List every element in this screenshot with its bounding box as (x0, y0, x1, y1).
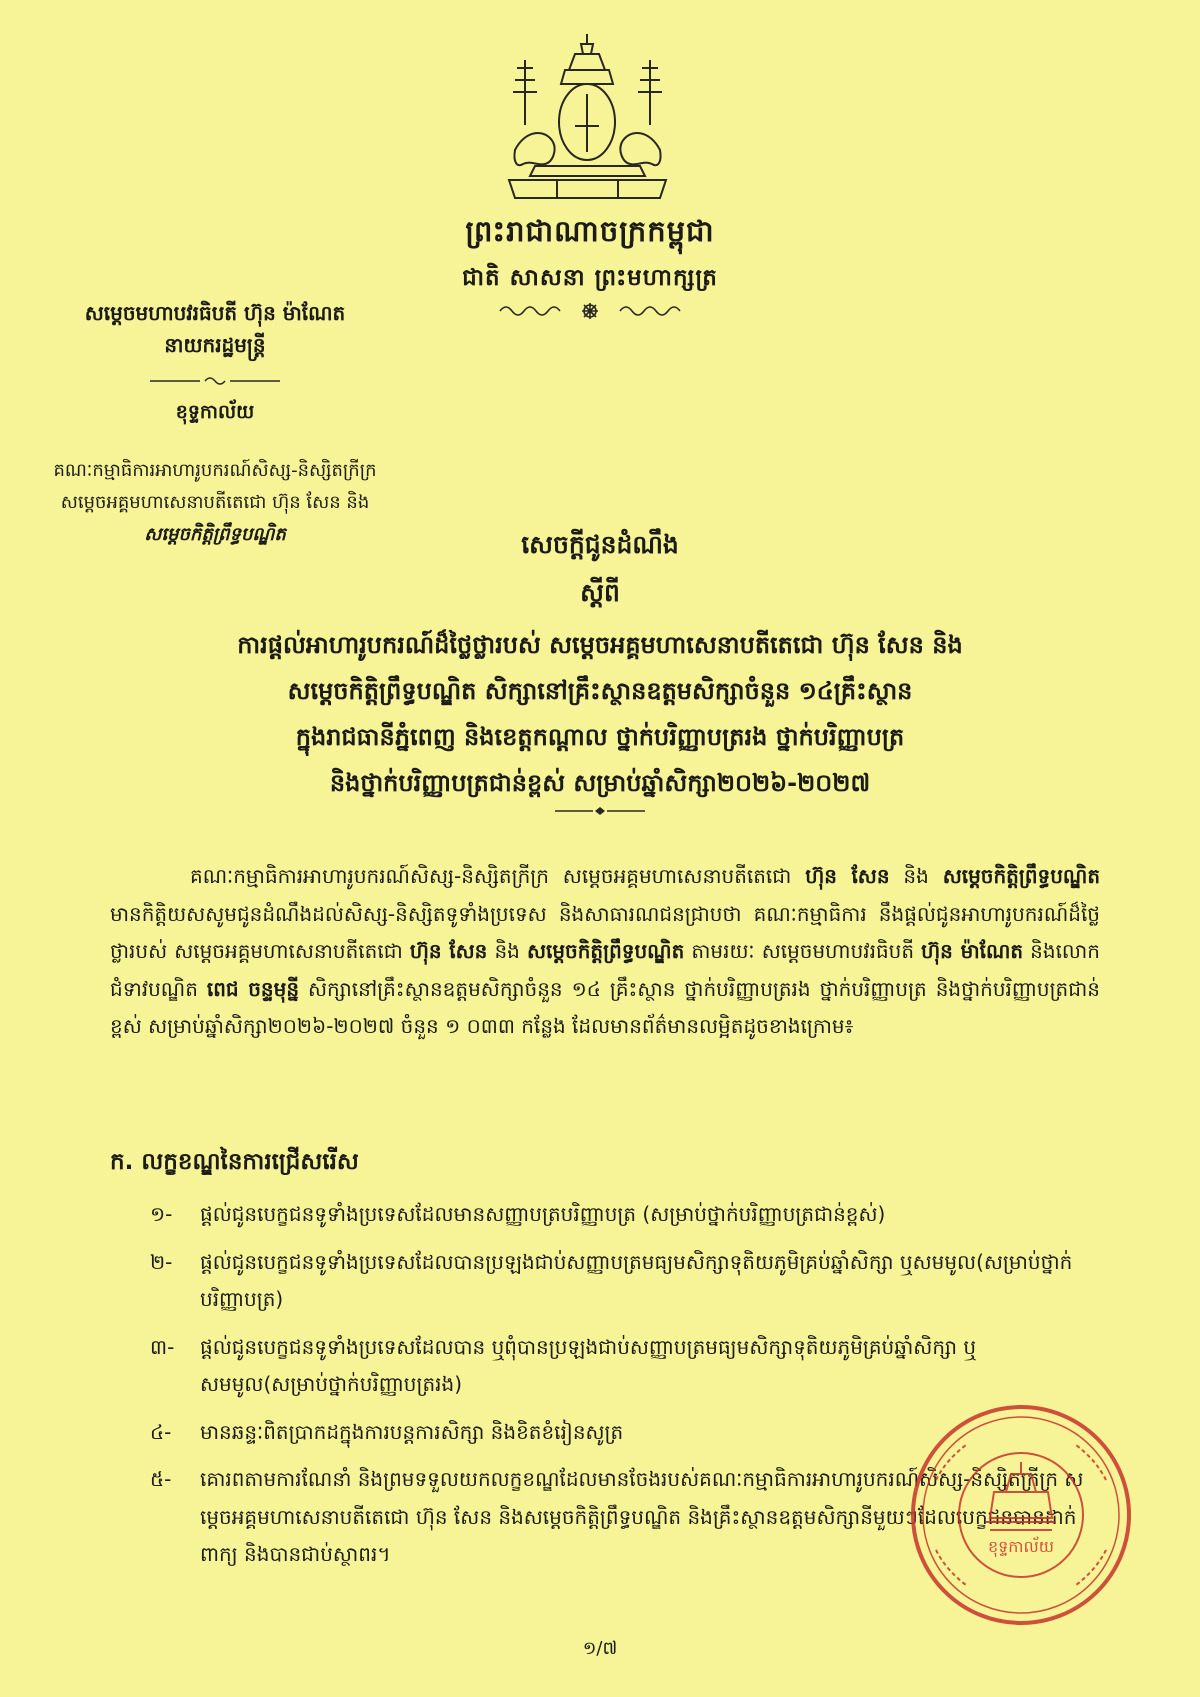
list-item (150, 1244, 1100, 1319)
subject-line: ការផ្តល់អាហារូបករណ៍ដ៏ថ្លៃថ្លារបស់ សម្តេចអគ្គមហាសេនាបតីតេជោ ហ៊ុន សែន និង (237, 631, 963, 659)
kingdom-title: ព្រះរាជាណាចក្រកម្ពុជា (465, 214, 715, 248)
notice-title: សេចក្តីជូនដំណឹង (521, 530, 679, 559)
list-item-number: ១- (150, 1202, 173, 1226)
list-item-text: ផ្តល់ជូនបេក្ខជនទូទាំងប្រទេសដែលបាន ឬពុំបានប្រឡងជាប់សញ្ញាបត្រមធ្យមសិក្សាទុតិយភូមិគ្រប់ឆ្នាំសិក្សា ឬសមមូល(សម្រាប់ថ្នាក់បរិញ្ញាបត្ររង) (200, 1334, 977, 1396)
sender-pm-role: នាយករដ្ឋមន្ត្រី (164, 333, 266, 357)
body-text-segment: និងលោកជំទាវបណ្ឌិត (110, 939, 1100, 1001)
body-text-segment: និង (903, 864, 929, 888)
committee-name: គណៈកម្មាធិការអាហារូបករណ៍សិស្ស-និស្សិតក្រីក្រ (53, 460, 377, 481)
decorative-ornament-icon (490, 300, 690, 322)
list-item-text: ផ្តល់ជូនបេក្ខជនទូទាំងប្រទេសដែលមានសញ្ញាបត្របរិញ្ញាបត្រ (សម្រាប់ថ្នាក់បរិញ្ញាបត្រជាន់ខ្ពស់) (200, 1202, 886, 1226)
criteria-heading: ក. លក្ខខណ្ឌនៃការជ្រើសរើស (110, 1149, 359, 1175)
sender-cabinet: ខុទ្ទកាល័យ (175, 401, 255, 423)
subject-line: និងថ្នាក់បរិញ្ញាបត្រជាន់ខ្ពស់ សម្រាប់ឆ្នាំសិក្សា២០២៦-២០២៧ (329, 769, 871, 797)
page-number: ១/៧ (582, 1638, 618, 1659)
committee-name-line3: សម្តេចកិត្តិព្រឹទ្ធបណ្ឌិត (144, 524, 286, 545)
committee-name-line2: សម្តេចអគ្គមហាសេនាបតីតេជោ ហ៊ុន សែន និង (60, 492, 370, 513)
seal-text: ខុទ្ទកាល័យ (987, 1537, 1055, 1556)
list-item (150, 1329, 1100, 1404)
body-text-bold: ហ៊ុន ម៉ាណែត (921, 939, 1024, 963)
list-item (150, 1196, 1100, 1234)
body-paragraph (110, 858, 1100, 1046)
sender-pm-title: សម្តេចមហាបវរធិបតី ហ៊ុន ម៉ាណែត (84, 301, 346, 325)
subject-line: សម្តេចកិត្តិព្រឹទ្ធបណ្ឌិត សិក្សានៅគ្រឹះស្ថានឧត្តមសិក្សាចំនួន ១៤គ្រឹះស្ថាន (287, 677, 913, 705)
royal-emblem-icon (495, 30, 680, 205)
list-item-text: គោរពតាមការណែនាំ និងព្រមទទួលយកលក្ខខណ្ឌដែលមានចែងរបស់គណៈកម្មាធិការអាហារូបករណ៍សិស្ស-និស្សិតក្រីក្រ សម្តេចអគ្គមហាសេនាបតីតេជោ ហ៊ុន សែន និងសម្តេចកិត្តិព្រឹទ្ធបណ្ឌិត និងគ្រឹះស្ថានឧត្តមសិក្សានីមួយៗដែលបេក្ខជនបានដាក់ពាក្យ និងបានជាប់ស្ថាពរ។ (200, 1467, 1084, 1566)
body-text-segment: គណៈកម្មាធិការអាហារូបករណ៍សិស្ស-និស្សិតក្រីក្រ សម្តេចអគ្គមហាសេនាបតីតេជោ (190, 864, 792, 888)
list-item-number: ២- (150, 1249, 173, 1274)
kingdom-motto: ជាតិ សាសនា ព្រះមហាក្សត្រ (462, 265, 718, 291)
divider-ornament-icon (150, 374, 280, 388)
body-text-bold: សម្តេចកិត្តិព្រឹទ្ធបណ្ឌិត (526, 939, 685, 963)
body-text-segment: សិក្សានៅគ្រឹះស្ថានឧត្តមសិក្សាចំនួន ១៤ គ្រឹះស្ថាន ថ្នាក់បរិញ្ញាបត្ររង ថ្នាក់បរិញ្ញាបត្រ និងថ្នាក់បរិញ្ញាបត្រជាន់ខ្ពស់ សម្រាប់ឆ្នាំសិក្សា២០២៦-២០២៧ ចំនួន ១ ០៣៣ កន្លែង ដែលមានព័ត៌មានលម្អិតដូចខាងក្រោម៖ (110, 976, 1100, 1038)
notice-subject-label: ស្តីពី (580, 578, 620, 607)
list-item-number: ៤- (150, 1419, 172, 1444)
body-text-segment: មានកិត្តិយសសូមជូនដំណឹងដល់សិស្ស-និស្សិតទូទាំងប្រទេស និងសាធារណជនជ្រាបថា គណៈកម្មាធិការ នឹងផ្តល់ជូនអាហារូបករណ៍ដ៏ថ្លៃថ្លារបស់ សម្តេចអគ្គមហាសេនាបតីតេជោ (110, 901, 1100, 963)
notice-subject-text (150, 622, 1050, 806)
body-text-bold: ហ៊ុន សែន (409, 939, 488, 963)
subject-line: ក្នុងរាជធានីភ្នំពេញ និងខេត្តកណ្តាល ថ្នាក់បរិញ្ញាបត្ររង ថ្នាក់បរិញ្ញាបត្រ (295, 723, 905, 751)
list-item-number: ៣- (150, 1334, 175, 1359)
body-text-bold: សម្តេចកិត្តិព្រឹទ្ធបណ្ឌិត (942, 864, 1101, 888)
body-text-segment: តាមរយៈ សម្តេចមហាបវរធិបតី (691, 939, 915, 963)
list-item-number: ៥- (150, 1467, 172, 1491)
list-item-text: មានឆន្ទៈពិតប្រាកដក្នុងការបន្តការសិក្សា និងខិតខំរៀនសូត្រ (200, 1419, 624, 1444)
body-text-bold: ហ៊ុន សែន (805, 864, 890, 888)
body-text-segment: និង (494, 939, 520, 963)
list-item-text: ផ្តល់ជូនបេក្ខជនទូទាំងប្រទេសដែលបានប្រឡងជាប់សញ្ញាបត្រមធ្យមសិក្សាទុតិយភូមិគ្រប់ឆ្នាំសិក្សា ឬសមមូល(សម្រាប់ថ្នាក់បរិញ្ញាបត្រ) (200, 1249, 1073, 1311)
heading-divider-icon (555, 806, 645, 816)
body-text-bold: ពេជ ចន្ទមុន្នី (206, 976, 300, 1001)
official-seal-icon (906, 1400, 1136, 1630)
